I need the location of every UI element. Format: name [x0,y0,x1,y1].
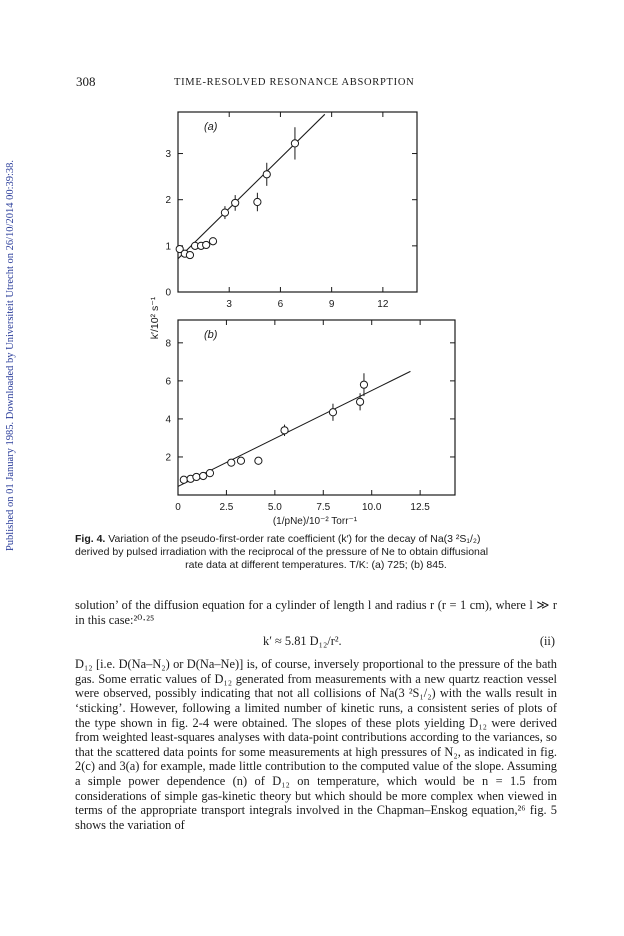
panel-b-y-tick-label: 6 [165,376,171,388]
panel-b-data-point [206,470,213,477]
panel-b-label: (b) [204,329,218,341]
body-text [75,598,557,832]
panel-a-x-tick-label: 12 [377,299,389,310]
panel-a-label: (a) [204,121,218,133]
equation-number: (ii) [539,634,555,649]
panel-a-data-point [203,241,210,248]
panel-a-y-tick-label: 2 [165,195,171,207]
equation-expression: k′ ≈ 5.81 D₁₂/r². [263,634,342,649]
panel-b-fit-line [178,371,410,486]
panel-b-data-point [228,459,235,466]
panel-b-data-point [281,427,288,434]
x-axis-label: (1/pNe)/10⁻² Torr⁻¹ [272,516,358,527]
panel-a-data-point [254,198,261,205]
panel-a-y-tick-label: 0 [165,287,171,299]
panel-b-x-tick-label: 7.5 [316,502,331,513]
panel-b-x-tick-label: 5.0 [267,502,282,513]
panel-b-x-tick-label: 0 [175,502,181,513]
panel-a-x-tick-label: 6 [277,299,284,310]
download-watermark-text: Published on 01 January 1985. Downloaded by Universiteit Utrecht on 26/10/2014 00:39:38. [5,159,17,551]
figure-caption [75,533,557,572]
panel-a-data-point [186,251,193,258]
panel-b-data-point [329,409,336,416]
panel-b-data-point [360,381,367,388]
panel-a-y-tick-label: 3 [165,149,171,161]
paragraph-1: solution’ of the diffusion equation for a cylinder of length l and radius r (r = 1 cm), where l ≫ r in this case:²⁰·²⁵ [75,598,557,627]
equation-ii [75,631,557,655]
panel-b-x-tick-label: 10.0 [361,502,382,513]
caption-line-2: derived by pulsed irradiation with the reciprocal of the pressure of Ne to obtain diffusional [75,546,489,558]
panel-a-fit-line [178,114,325,258]
caption-line-3: rate data at different temperatures. T/K: (a) 725; (b) 845. [185,559,447,571]
panel-b-data-point [200,472,207,479]
page-number: 308 [76,74,96,89]
panel-b-y-tick-label: 4 [165,414,171,426]
panel-b-data-point [237,457,244,464]
panel-b-y-tick-label: 2 [165,452,171,464]
panel-b-data-point [193,473,200,480]
running-title: TIME-RESOLVED RESONANCE ABSORPTION [174,77,415,88]
panel-b-y-tick-label: 8 [165,338,171,350]
panel-b-frame [178,320,455,495]
paragraph-2: D₁₂ [i.e. D(Na–N₂) or D(Na–Ne)] is, of course, inversely proportional to the pressure of the bath gas. Some erratic values of D₁₂ generated from measurements with a new quartz reaction vessel were observed, possibly indicating that not all collisions of Na(3 ²S₁/₂) with the walls result in ‘sticking’. However, following a limited number of kinetic runs, a consistent series of plots of the type shown in fig. 2-4 were obtained. The slopes of these plots yielding D₁₂ were derived from weighted least-squares analyses with data-point contributions according to the variances, so that the scattered data points for some measurements at high pressures of N₂, as indicated in fig. 2(c) and 3(a) for example, made little contribution to the computed value of the slope. Assuming a simple power dependence (n) of D₁₂ on temperature, which would be n = 1.5 from considerations of simple gas-kinetic theory but which should be more complex when viewed in terms of the appropriate transport integrals involved in the Chapman–Enskog equation,²⁶ fig. 5 shows the variation of [75,657,557,832]
panel-a-data-point [263,171,270,178]
panel-a-y-tick-label: 1 [165,241,171,253]
panel-b-chart [165,320,455,513]
panel-a-data-point [232,199,239,206]
panel-a-x-tick-label: 3 [226,299,232,310]
panel-a-x-tick-label: 9 [328,299,335,310]
panel-a-data-point [221,209,228,216]
panel-b-x-tick-label: 12.5 [410,502,430,513]
panel-a-data-point [291,140,298,147]
panel-b-data-point [356,398,363,405]
panel-a-data-point [209,238,216,245]
panel-a-frame [178,112,417,292]
panel-a-chart [165,112,417,310]
panel-b-data-point [255,457,262,464]
caption-label: Fig. 4. [75,533,106,545]
shared-y-axis-label: k′/10² s⁻¹ [149,296,161,340]
panel-b-x-tick-label: 2.5 [219,502,234,513]
caption-line-1: Variation of the pseudo-first-order rate coefficient (k′) for the decay of Na(3 ²S₁/₂) [108,533,481,545]
panel-b-data-point [180,476,187,483]
